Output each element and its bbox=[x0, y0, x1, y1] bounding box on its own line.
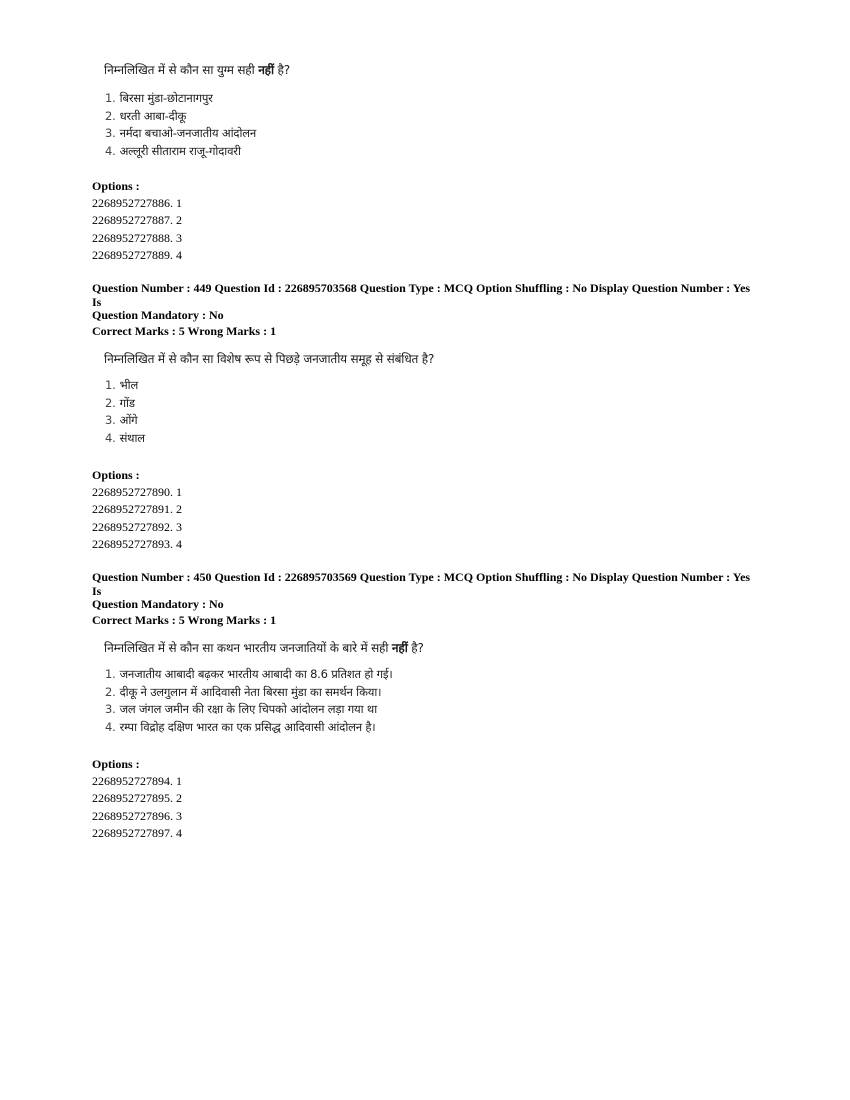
choice-item: 1. जनजातीय आबादी बढ़कर भारतीय आबादी का 8.6 प्रतिशत हो गई। bbox=[105, 667, 393, 681]
option-item: 2268952727893. 4 bbox=[92, 536, 182, 551]
option-list bbox=[92, 773, 752, 842]
option-item: 2268952727890. 1 bbox=[92, 485, 182, 499]
option-item: 2268952727894. 1 bbox=[92, 774, 182, 788]
choice-list bbox=[105, 666, 752, 736]
question-stem: निम्नलिखित में से कौन सा विशेष रूप से पिछड़े जनजातीय समूह से संबंधित है? bbox=[104, 352, 435, 366]
choice-item: 3. ओंगे bbox=[105, 413, 138, 427]
choice-item: 2. गोंड bbox=[105, 395, 135, 410]
emphasis-text: नहीं bbox=[258, 63, 274, 77]
choice-item: 3. नर्मदा बचाओ-जनजातीय आंदोलन bbox=[105, 126, 257, 140]
choice-list bbox=[105, 90, 752, 160]
question-block-449 bbox=[92, 351, 752, 447]
option-item: 2268952727886. 1 bbox=[92, 196, 182, 210]
option-item: 2268952727897. 4 bbox=[92, 825, 182, 840]
option-item: 2268952727889. 4 bbox=[92, 247, 182, 262]
options-section-449 bbox=[92, 467, 752, 553]
options-label: Options : bbox=[92, 179, 140, 193]
question-header-449 bbox=[92, 282, 752, 338]
option-item: 2268952727895. 2 bbox=[92, 791, 182, 806]
emphasis-text: नहीं bbox=[391, 641, 408, 655]
option-item: 2268952727888. 3 bbox=[92, 230, 182, 245]
option-list bbox=[92, 195, 752, 264]
choice-item: 4. अल्लूरी सीताराम राजू-गोदावरी bbox=[105, 143, 241, 158]
question-block-1 bbox=[92, 62, 752, 160]
option-list bbox=[92, 484, 752, 553]
marks-line: Correct Marks : 5 Wrong Marks : 1 bbox=[92, 612, 277, 627]
choice-item: 2. दीकू ने उलगुलान में आदिवासी नेता बिरसा मुंडा का समर्थन किया। bbox=[105, 684, 382, 699]
options-label: Options : bbox=[92, 757, 140, 771]
question-header-450 bbox=[92, 571, 752, 627]
choice-item: 4. संथाल bbox=[105, 430, 145, 445]
choice-list bbox=[105, 377, 752, 447]
option-item: 2268952727896. 3 bbox=[92, 808, 182, 823]
option-item: 2268952727891. 2 bbox=[92, 502, 182, 517]
question-block-450 bbox=[92, 640, 752, 736]
choice-item: 3. जल जंगल जमीन की रक्षा के लिए चिपको आंदोलन लड़ा गया था bbox=[105, 702, 378, 716]
choice-item: 4. रम्पा विद्रोह दक्षिण भारत का एक प्रसिद्ध आदिवासी आंदोलन है। bbox=[105, 719, 376, 734]
marks-line: Correct Marks : 5 Wrong Marks : 1 bbox=[92, 323, 277, 338]
choice-item: 1. बिरसा मुंडा-छोटानागपुर bbox=[105, 91, 213, 105]
choice-item: 1. भील bbox=[105, 378, 139, 392]
options-section-450 bbox=[92, 756, 752, 842]
choice-item: 2. धरती आबा-दीकू bbox=[105, 108, 187, 123]
question-meta: Question Number : 449 Question Id : 226895703568 Question Type : MCQ Option Shuffling : No Display Question Number : Yes Is Question Mandatory : No Correct Marks : 5 Wrong Marks : 1 bbox=[92, 281, 751, 338]
question-stem: निम्नलिखित में से कौन सा युग्म सही नहीं है? bbox=[104, 63, 290, 77]
question-meta: Question Number : 450 Question Id : 226895703569 Question Type : MCQ Option Shuffling : No Display Question Number : Yes Is Question Mandatory : No Correct Marks : 5 Wrong Marks : 1 bbox=[92, 570, 751, 627]
options-label: Options : bbox=[92, 468, 140, 482]
question-stem: निम्नलिखित में से कौन सा कथन भारतीय जनजातियों के बारे में सही नहीं है? bbox=[104, 641, 424, 655]
option-item: 2268952727892. 3 bbox=[92, 519, 182, 534]
option-item: 2268952727887. 2 bbox=[92, 213, 182, 228]
options-section-1 bbox=[92, 178, 752, 264]
